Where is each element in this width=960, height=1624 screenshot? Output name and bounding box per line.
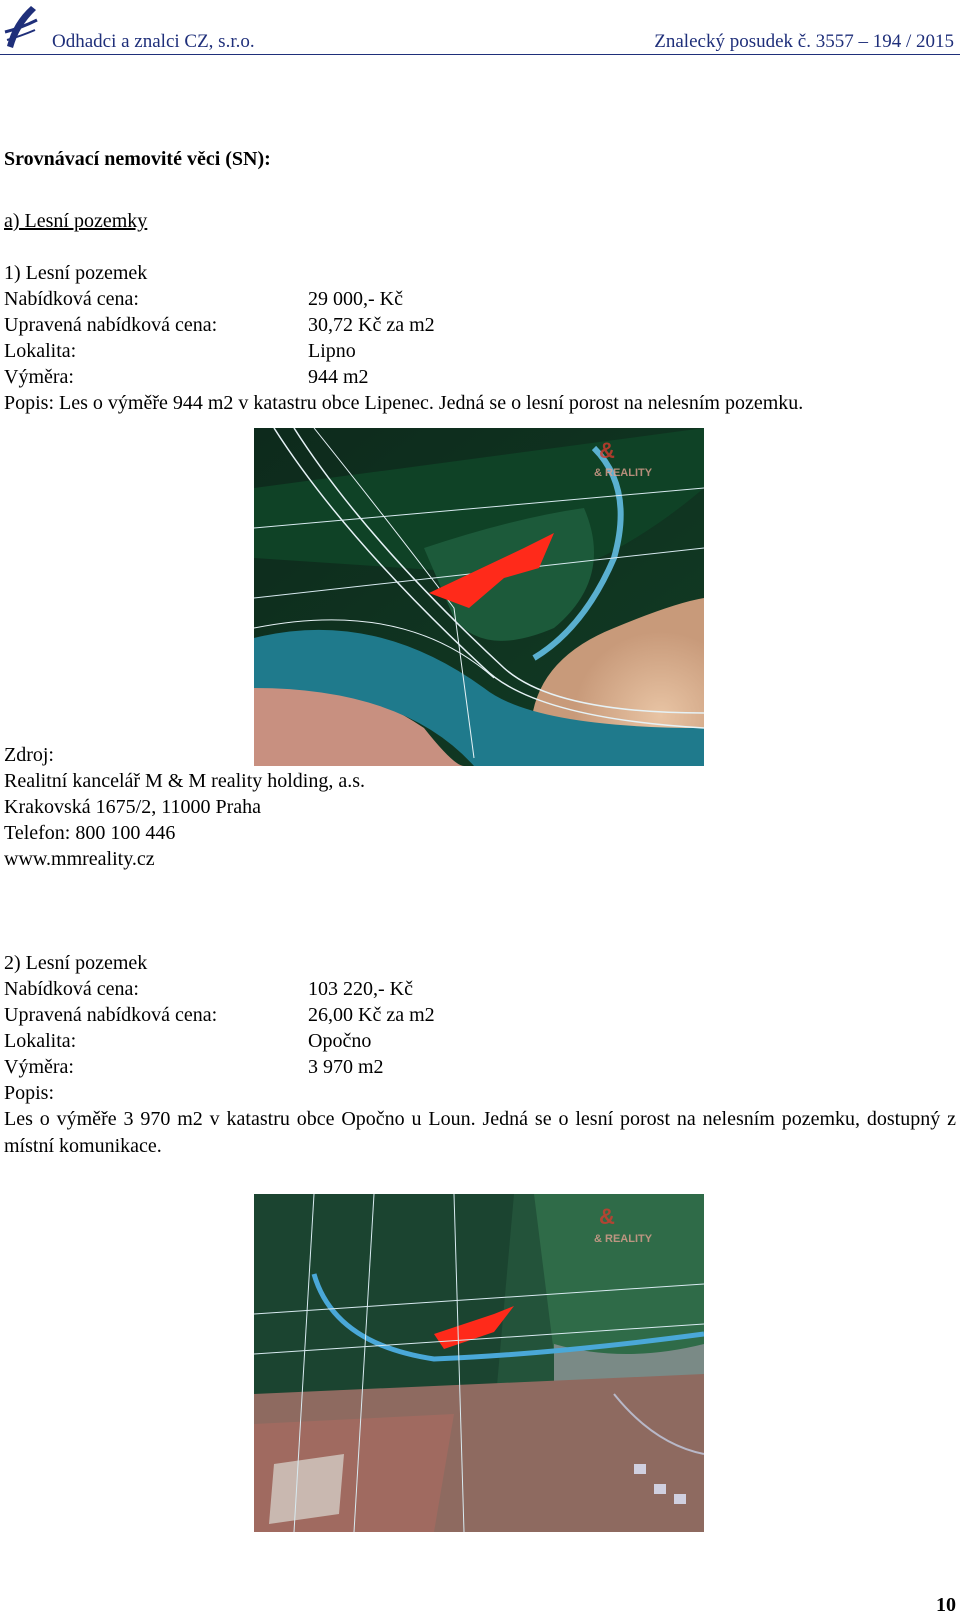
item-2-photo-watermark: & REALITY [594, 1233, 653, 1245]
item-1-adjusted-label: Upravená nabídková cena: [4, 314, 218, 336]
item-1-adjusted-value: 30,72 Kč za m2 [308, 314, 435, 336]
header-divider [0, 54, 960, 55]
item-1-source-name: Realitní kancelář M & M reality holding, a.s. [4, 770, 366, 792]
item-1-heading: 1) Lesní pozemek [4, 262, 148, 284]
item-1-locality-label: Lokalita: [4, 340, 77, 362]
item-1-area-label: Výměra: [4, 366, 74, 388]
item-1-source-label: Zdroj: [4, 744, 54, 766]
item-2-area-value: 3 970 m2 [308, 1056, 384, 1078]
item-1-photo-watermark: & REALITY [594, 467, 653, 479]
item-1-map-photo [254, 428, 704, 766]
company-name: Odhadci a znalci CZ, s.r.o. [52, 31, 255, 52]
item-2-offer-label: Nabídková cena: [4, 978, 139, 1000]
section-title: Srovnávací nemovité věci (SN): [4, 148, 271, 170]
item-2-offer-value: 103 220,- Kč [308, 978, 413, 1000]
page-number: 10 [936, 1594, 956, 1616]
item-2-heading: 2) Lesní pozemek [4, 952, 148, 974]
page-header [0, 0, 960, 56]
item-1-source-phone: Telefon: 800 100 446 [4, 822, 176, 844]
svg-text:&: & [599, 1204, 615, 1229]
item-2-description-label: Popis: [4, 1082, 55, 1104]
item-2-adjusted-label: Upravená nabídková cena: [4, 1004, 218, 1026]
item-1-source-address: Krakovská 1675/2, 11000 Praha [4, 796, 261, 818]
item-1-offer-value: 29 000,- Kč [308, 288, 403, 310]
document-number: Znalecký posudek č. 3557 – 194 / 2015 [654, 31, 954, 52]
item-1-description: Popis: Les o výměře 944 m2 v katastru obce Lipenec. Jedná se o lesní porost na nelesním pozemku. [4, 392, 804, 414]
company-logo-icon [3, 2, 39, 50]
item-1-locality-value: Lipno [308, 340, 356, 362]
item-1-offer-label: Nabídková cena: [4, 288, 139, 310]
svg-text:&: & [599, 438, 615, 463]
item-2-area-label: Výměra: [4, 1056, 74, 1078]
item-2-map-photo [254, 1194, 704, 1532]
item-2-locality-label: Lokalita: [4, 1030, 77, 1052]
item-2-adjusted-value: 26,00 Kč za m2 [308, 1004, 435, 1026]
item-2-description: Les o výměře 3 970 m2 v katastru obce Opočno u Loun. Jedná se o lesní porost na nelesním pozemku, dostupný z místní komunikace. [4, 1108, 956, 1157]
item-1-area-value: 944 m2 [308, 366, 369, 388]
item-2-locality-value: Opočno [308, 1030, 372, 1052]
item-1-source-web: www.mmreality.cz [4, 848, 155, 870]
subsection-title: a) Lesní pozemky [4, 210, 148, 232]
